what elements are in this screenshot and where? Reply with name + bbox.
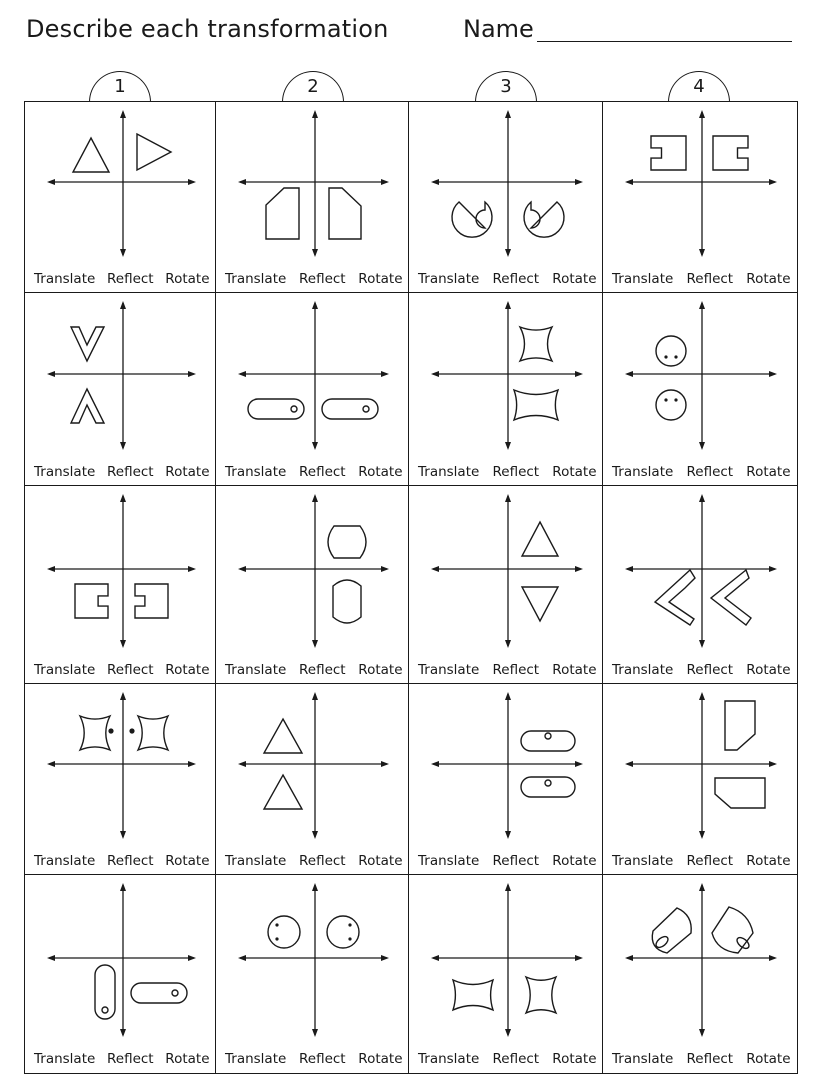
option-reflect[interactable]: Reflect <box>299 852 346 869</box>
option-reflect[interactable]: Reflect <box>686 463 734 480</box>
problem-cell <box>602 101 798 294</box>
option-rotate[interactable]: Rotate <box>165 1050 210 1067</box>
coordinate-axes <box>216 486 409 684</box>
coordinate-axes <box>409 102 603 293</box>
name-input-line[interactable] <box>537 41 792 42</box>
coordinate-axes <box>603 293 797 486</box>
column-number: 1 <box>114 76 126 97</box>
answer-options <box>409 662 603 678</box>
option-rotate[interactable]: Rotate <box>358 270 403 287</box>
trapezoid-icon <box>715 701 765 808</box>
option-reflect[interactable]: Reflect <box>107 661 154 678</box>
concave-shape-icon <box>453 977 556 1013</box>
option-rotate[interactable]: Rotate <box>165 463 210 480</box>
coordinate-axes <box>603 486 797 684</box>
problem-cell <box>408 292 604 487</box>
coordinate-axes <box>25 293 216 486</box>
problem-cell <box>24 101 217 294</box>
problem-cell <box>602 874 798 1074</box>
option-rotate[interactable]: Rotate <box>165 661 210 678</box>
option-translate[interactable]: Translate <box>34 1050 96 1067</box>
problem-cell <box>24 292 217 487</box>
pill-icon <box>95 965 187 1019</box>
pill-icon <box>248 399 378 419</box>
problem-cell <box>602 485 798 685</box>
answer-options <box>25 1051 216 1067</box>
answer-options <box>216 853 409 869</box>
option-reflect[interactable]: Reflect <box>107 1050 154 1067</box>
column-tab-2 <box>282 71 344 102</box>
coordinate-axes <box>409 875 603 1073</box>
problem-cell <box>408 683 604 876</box>
column-tab-1 <box>89 71 151 102</box>
answer-options <box>603 271 797 287</box>
option-translate[interactable]: Translate <box>418 852 480 869</box>
rounded-rect-icon <box>328 526 366 623</box>
problem-cell <box>24 874 217 1074</box>
chevron-icon <box>71 327 104 423</box>
worksheet-title: Describe each transformation <box>26 15 389 43</box>
option-reflect[interactable]: Reflect <box>492 852 540 869</box>
option-translate[interactable]: Translate <box>225 270 287 287</box>
option-translate[interactable]: Translate <box>225 463 287 480</box>
option-reflect[interactable]: Reflect <box>686 270 734 287</box>
answer-options <box>25 662 216 678</box>
option-translate[interactable]: Translate <box>418 661 480 678</box>
triangle-icon <box>73 134 171 172</box>
option-translate[interactable]: Translate <box>225 852 287 869</box>
face-icon <box>656 336 686 420</box>
coordinate-axes <box>216 875 409 1073</box>
option-reflect[interactable]: Reflect <box>686 1050 734 1067</box>
option-translate[interactable]: Translate <box>612 661 674 678</box>
problem-cell <box>215 292 410 487</box>
option-reflect[interactable]: Reflect <box>686 661 734 678</box>
option-translate[interactable]: Translate <box>418 463 480 480</box>
option-reflect[interactable]: Reflect <box>299 463 346 480</box>
option-rotate[interactable]: Rotate <box>165 852 210 869</box>
answer-options <box>25 271 216 287</box>
answer-options <box>603 662 797 678</box>
problem-cell <box>408 485 604 685</box>
option-reflect[interactable]: Reflect <box>107 270 154 287</box>
option-translate[interactable]: Translate <box>418 1050 480 1067</box>
column-tab-3 <box>475 71 537 102</box>
option-rotate[interactable]: Rotate <box>358 463 403 480</box>
option-translate[interactable]: Translate <box>34 852 96 869</box>
column-number: 2 <box>307 76 319 97</box>
option-reflect[interactable]: Reflect <box>299 270 346 287</box>
problem-cell <box>215 874 410 1074</box>
option-rotate[interactable]: Rotate <box>552 852 597 869</box>
option-reflect[interactable]: Reflect <box>492 463 540 480</box>
answer-options <box>603 1051 797 1067</box>
coordinate-axes <box>216 684 409 875</box>
option-reflect[interactable]: Reflect <box>492 661 540 678</box>
option-rotate[interactable]: Rotate <box>746 270 791 287</box>
option-translate[interactable]: Translate <box>225 661 287 678</box>
coordinate-axes <box>603 875 797 1073</box>
option-translate[interactable]: Translate <box>418 270 480 287</box>
option-reflect[interactable]: Reflect <box>492 1050 540 1067</box>
chevron-icon <box>655 570 751 625</box>
trapezoid-icon <box>266 188 361 239</box>
option-translate[interactable]: Translate <box>612 852 674 869</box>
option-rotate[interactable]: Rotate <box>165 270 210 287</box>
problem-cell <box>215 683 410 876</box>
answer-options <box>409 853 603 869</box>
column-tab-4 <box>668 71 730 102</box>
problem-cell <box>408 874 604 1074</box>
coordinate-axes <box>216 102 409 293</box>
answer-options <box>216 1051 409 1067</box>
option-reflect[interactable]: Reflect <box>492 270 540 287</box>
option-translate[interactable]: Translate <box>34 270 96 287</box>
option-reflect[interactable]: Reflect <box>107 463 154 480</box>
option-rotate[interactable]: Rotate <box>746 661 791 678</box>
coordinate-axes <box>409 293 603 486</box>
concave-shape-icon <box>80 716 168 750</box>
circle-icon <box>268 916 359 948</box>
option-rotate[interactable]: Rotate <box>552 270 597 287</box>
answer-options <box>409 271 603 287</box>
option-translate[interactable]: Translate <box>612 463 674 480</box>
answer-options <box>409 464 603 480</box>
answer-options <box>216 662 409 678</box>
option-translate[interactable]: Translate <box>34 463 96 480</box>
answer-options <box>603 464 797 480</box>
option-rotate[interactable]: Rotate <box>552 1050 597 1067</box>
coordinate-axes <box>603 684 797 875</box>
coordinate-axes <box>25 102 216 293</box>
option-translate[interactable]: Translate <box>34 661 96 678</box>
option-rotate[interactable]: Rotate <box>358 1050 403 1067</box>
coordinate-axes <box>25 684 216 875</box>
option-rotate[interactable]: Rotate <box>552 463 597 480</box>
option-translate[interactable]: Translate <box>612 1050 674 1067</box>
coordinate-axes <box>25 875 216 1073</box>
option-reflect[interactable]: Reflect <box>107 852 154 869</box>
option-rotate[interactable]: Rotate <box>746 463 791 480</box>
problem-cell <box>602 292 798 487</box>
name-label: Name <box>463 15 534 43</box>
answer-options <box>216 271 409 287</box>
coordinate-axes <box>216 293 409 486</box>
problem-cell <box>215 101 410 294</box>
option-rotate[interactable]: Rotate <box>552 661 597 678</box>
problem-cell <box>24 683 217 876</box>
option-rotate[interactable]: Rotate <box>358 661 403 678</box>
column-number: 3 <box>500 76 512 97</box>
option-reflect[interactable]: Reflect <box>299 1050 346 1067</box>
coordinate-axes <box>409 486 603 684</box>
option-translate[interactable]: Translate <box>225 1050 287 1067</box>
coordinate-axes <box>25 486 216 684</box>
answer-options <box>25 853 216 869</box>
option-rotate[interactable]: Rotate <box>358 852 403 869</box>
problem-cell <box>602 683 798 876</box>
coordinate-axes <box>603 102 797 293</box>
answer-options <box>409 1051 603 1067</box>
answer-options <box>216 464 409 480</box>
option-rotate[interactable]: Rotate <box>746 852 791 869</box>
problem-cell <box>24 485 217 685</box>
notched-square-icon <box>651 136 748 170</box>
option-reflect[interactable]: Reflect <box>299 661 346 678</box>
option-reflect[interactable]: Reflect <box>686 852 734 869</box>
answer-options <box>25 464 216 480</box>
coordinate-axes <box>409 684 603 875</box>
triangle-icon <box>522 522 558 621</box>
option-rotate[interactable]: Rotate <box>746 1050 791 1067</box>
problem-cell <box>215 485 410 685</box>
notched-square-icon <box>75 584 168 618</box>
answer-options <box>603 853 797 869</box>
problem-cell <box>408 101 604 294</box>
option-translate[interactable]: Translate <box>612 270 674 287</box>
column-number: 4 <box>693 76 705 97</box>
